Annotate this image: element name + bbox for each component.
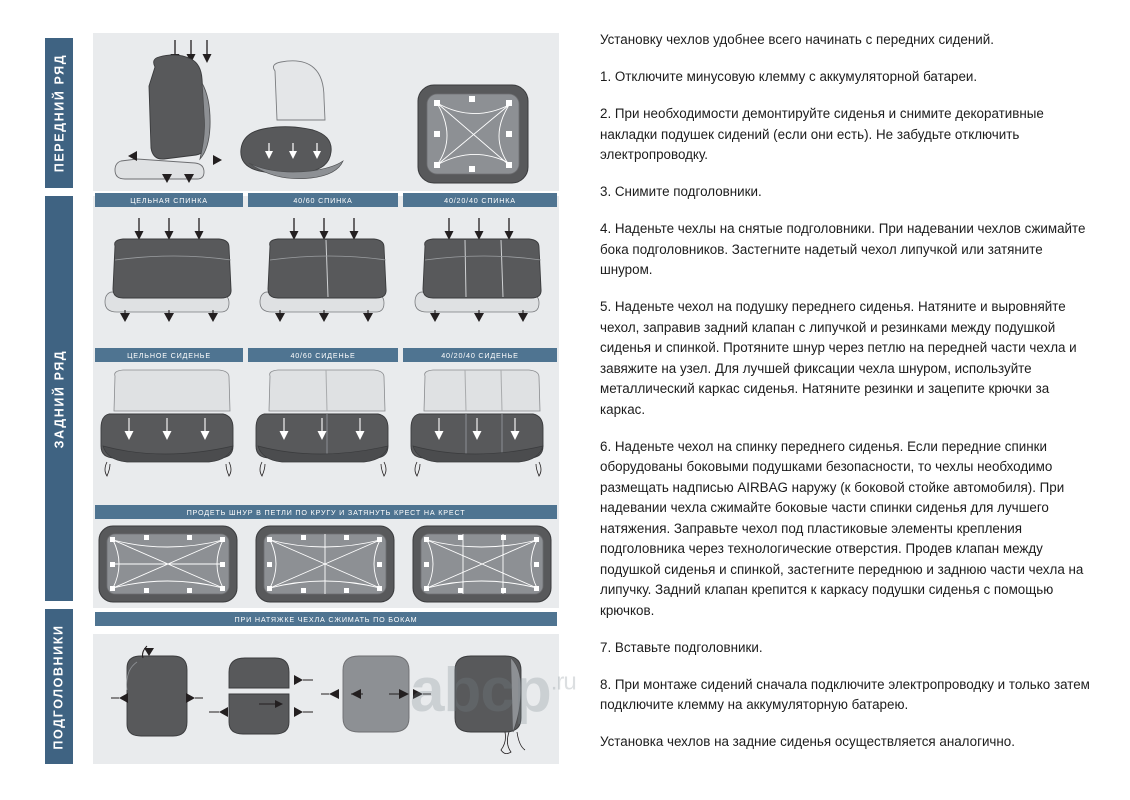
- section-tab-rear-row: [45, 196, 73, 601]
- caption-cord-instruction: [95, 505, 557, 519]
- illustration-rear-backrests: [93, 212, 559, 346]
- watermark-suffix: .ru: [550, 668, 576, 696]
- instructions-outro: Установка чехлов на задние сиденья осуществляется аналогично.: [600, 734, 1015, 749]
- instruction-step-5: 5. Наденьте чехол на подушку переднего сиденья. Натяните и выровняйте чехол, заправив задний клапан с липучкой и резинками между подушкой сиденья и спинкой. Протяните шнур через петлю на передней части чехла и завяжите на узел. Для лучшей фиксации чехла шнуром, используйте металлический каркас сиденья. Натяните резинки и зацепите крючки за каркас.: [600, 299, 1077, 417]
- illustration-rear-cushions: [93, 366, 559, 502]
- instruction-step-8: 8. При монтаже сидений сначала подключите электропроводку и только затем подключите клемму на аккумуляторную батарею.: [600, 676, 1090, 712]
- instructions-intro: Установку чехлов удобнее всего начинать с передних сидений.: [600, 32, 994, 47]
- caption-whole-seat-label: ЦЕЛЬНОЕ СИДЕНЬЕ: [127, 350, 211, 360]
- section-tab-front-row: [45, 38, 73, 188]
- caption-402040-seat-label: 40/20/40 СИДЕНЬЕ: [441, 350, 519, 360]
- caption-headrest-instruction-label: ПРИ НАТЯЖКЕ ЧЕХЛА СЖИМАТЬ ПО БОКАМ: [234, 614, 418, 624]
- caption-4060-seat: [248, 348, 398, 362]
- caption-whole-backrest: [95, 193, 243, 207]
- instruction-step-2: 2. При необходимости демонтируйте сиденья и снимите декоративные накладки подушек сидений (если они есть). Не забудьте отключить электропроводку.: [600, 106, 1044, 162]
- instruction-step-3: 3. Снимите подголовники.: [600, 184, 762, 199]
- caption-4060-backrest: [248, 193, 398, 207]
- illustration-underside-cords: [95, 524, 557, 608]
- instruction-step-6: 6. Наденьте чехол на спинку переднего сиденья. Если передние спинки оборудованы боковыми подушками безопасности, то чехлы необходимо размещать надписью AIRBAG наружу (к боковой стойке автомобиля). При надевании чехла сжимайте боковые части спинки сиденья для лучшего натяжения. Заправьте чехол под пластиковые элементы крепления подголовника через технологические отверстия. Продев клапан между подушкой сиденья и спинкой, застегните переднюю и заднюю части чехла на липучку. Задний клапан крепится к каркасу подушки сиденья с помощью крючков.: [600, 438, 1084, 618]
- illustration-front-row: [93, 33, 559, 191]
- section-tab-rear-row-label: ЗАДНИЙ РЯД: [52, 349, 66, 448]
- instruction-step-4: 4. Наденьте чехлы на снятые подголовники. При надевании чехлов сжимайте бока подголовников. Застегните надетый чехол липучкой или затяните шнуром.: [600, 221, 1086, 277]
- instruction-step-7: 7. Вставьте подголовники.: [600, 639, 763, 655]
- section-tab-headrests-label: ПОДГОЛОВНИКИ: [52, 623, 67, 750]
- section-tab-front-row-label: ПЕРЕДНИЙ РЯД: [52, 53, 66, 173]
- caption-4060-backrest-label: 40/60 СПИНКА: [293, 195, 353, 205]
- caption-whole-seat: [95, 348, 243, 362]
- caption-whole-backrest-label: ЦЕЛЬНАЯ СПИНКА: [130, 195, 208, 205]
- caption-402040-seat: [403, 348, 557, 362]
- caption-4060-seat-label: 40/60 СИДЕНЬЕ: [290, 350, 356, 360]
- watermark-text: abcp: [410, 656, 551, 725]
- caption-402040-backrest-label: 40/20/40 СПИНКА: [444, 195, 516, 205]
- section-tab-headrests: [45, 609, 73, 764]
- instructions-column: [578, 0, 1130, 800]
- caption-cord-instruction-label: ПРОДЕТЬ ШНУР В ПЕТЛИ ПО КРУГУ И ЗАТЯНУТЬ КРЕСТ НА КРЕСТ: [186, 507, 466, 517]
- instruction-step-1: 1. Отключите минусовую клемму с аккумуляторной батареи.: [600, 69, 978, 84]
- illustration-headrests: [93, 640, 559, 762]
- caption-402040-backrest: [403, 193, 557, 207]
- caption-headrest-instruction: [95, 612, 557, 626]
